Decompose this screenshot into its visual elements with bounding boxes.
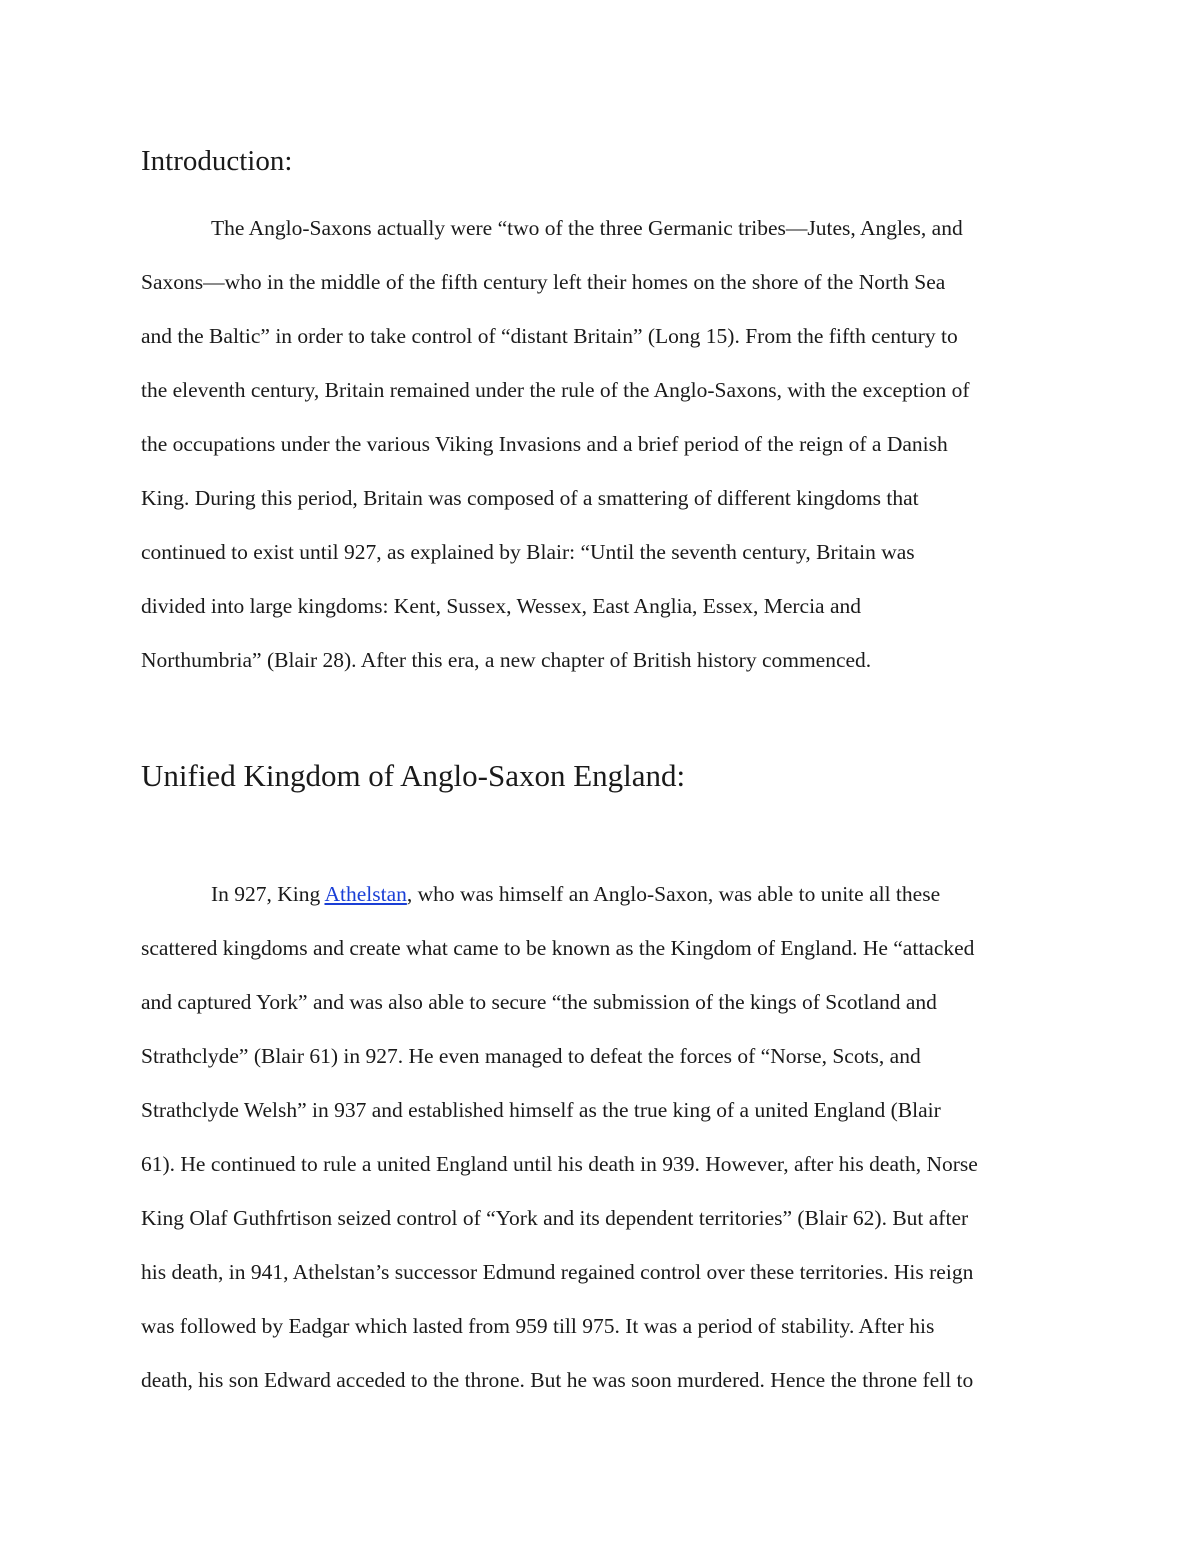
unified-line-3: and captured York” and was also able to secure “the submission of the kings of Scotland and bbox=[141, 990, 937, 1014]
unified-line-2: scattered kingdoms and create what came to be known as the Kingdom of England. He “attacked bbox=[141, 936, 975, 960]
athelstan-link[interactable]: Athelstan bbox=[324, 882, 407, 906]
introduction-heading: Introduction: bbox=[141, 145, 293, 177]
intro-line-9: Northumbria” (Blair 28). After this era, a new chapter of British history commenced. bbox=[141, 648, 872, 672]
unified-line-5: Strathclyde Welsh” in 937 and established himself as the true king of a united England (Blair bbox=[141, 1098, 941, 1122]
unified-line-1 bbox=[211, 879, 940, 909]
unified-line-7: King Olaf Guthfrtison seized control of “York and its dependent territories” (Blair 62). But after bbox=[141, 1206, 969, 1230]
intro-line-4: the eleventh century, Britain remained under the rule of the Anglo-Saxons, with the exception of bbox=[141, 378, 970, 402]
unified-line-4: Strathclyde” (Blair 61) in 927. He even managed to defeat the forces of “Norse, Scots, and bbox=[141, 1044, 921, 1068]
intro-line-5: the occupations under the various Viking Invasions and a brief period of the reign of a Danish bbox=[141, 432, 948, 456]
intro-line-7: continued to exist until 927, as explained by Blair: “Until the seventh century, Britain was bbox=[141, 540, 915, 564]
intro-line-1: The Anglo-Saxons actually were “two of the three Germanic tribes—Jutes, Angles, and bbox=[211, 216, 963, 240]
unified-line-6: 61). He continued to rule a united England until his death in 939. However, after his death, Norse bbox=[141, 1152, 978, 1176]
intro-line-6: King. During this period, Britain was composed of a smattering of different kingdoms that bbox=[141, 486, 919, 510]
unified-line-8: his death, in 941, Athelstan’s successor Edmund regained control over these territories. His reign bbox=[141, 1260, 974, 1284]
intro-line-8: divided into large kingdoms: Kent, Sussex, Wessex, East Anglia, Essex, Mercia and bbox=[141, 594, 862, 618]
unified-line-1-end: , who was himself an Anglo-Saxon, was able to unite all these bbox=[406, 882, 941, 906]
intro-line-3: and the Baltic” in order to take control of “distant Britain” (Long 15). From the fifth century to bbox=[141, 324, 958, 348]
unified-line-1-start: In 927, King bbox=[211, 882, 325, 906]
intro-line-2: Saxons—who in the middle of the fifth century left their homes on the shore of the North Sea bbox=[141, 270, 946, 294]
unified-line-10: death, his son Edward acceded to the throne. But he was soon murdered. Hence the throne fell to bbox=[141, 1368, 974, 1392]
unified-line-9: was followed by Eadgar which lasted from 959 till 975. It was a period of stability. After his bbox=[141, 1314, 935, 1338]
unified-kingdom-heading: Unified Kingdom of Anglo-Saxon England: bbox=[141, 758, 686, 793]
